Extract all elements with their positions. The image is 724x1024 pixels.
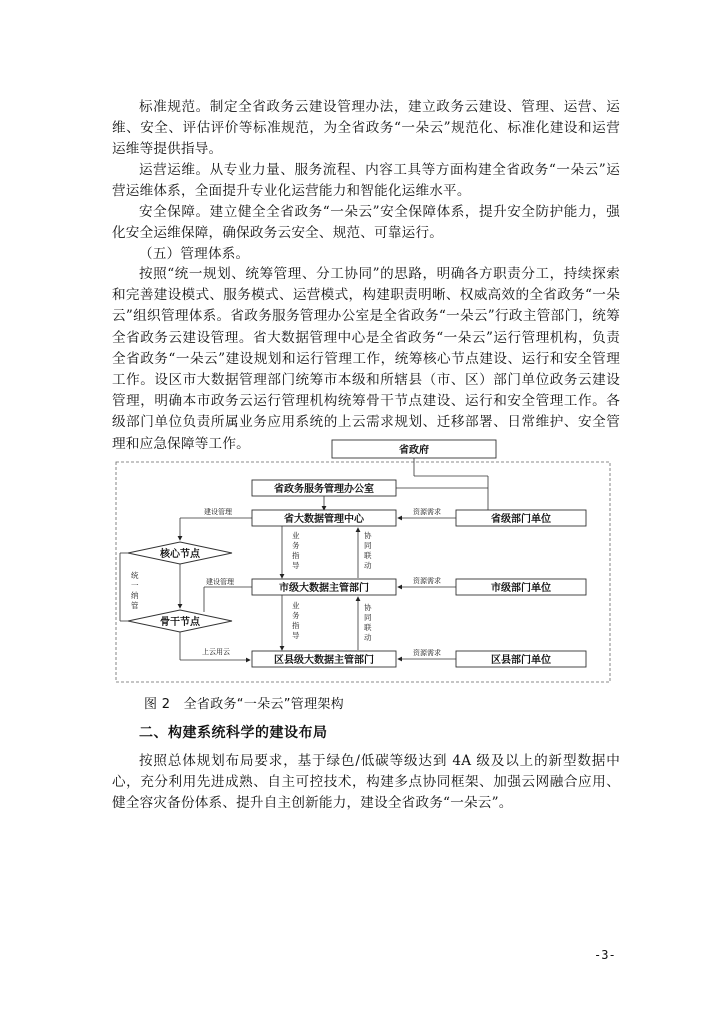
svg-text:区县级大数据主管部门: 区县级大数据主管部门 — [274, 655, 374, 666]
svg-text:区县部门单位: 区县部门单位 — [491, 655, 551, 666]
svg-text:导: 导 — [292, 631, 300, 640]
figure-caption: 图 2 全省政务“一朵云”管理架构 — [144, 697, 344, 712]
label-coordination-2 — [364, 602, 372, 642]
label-resource-demand-3: 资源需求 — [413, 649, 441, 657]
node-provincial-government — [332, 440, 496, 458]
subheading-management: （五）管理体系。 — [139, 246, 250, 262]
label-coordination-1 — [364, 530, 372, 570]
svg-text:同: 同 — [364, 541, 372, 550]
management-architecture-diagram — [114, 438, 614, 684]
svg-text:纳: 纳 — [131, 591, 139, 600]
svg-text:管: 管 — [131, 601, 139, 610]
svg-text:联: 联 — [364, 623, 372, 632]
node-provincial-bigdata-center — [252, 510, 396, 526]
svg-text:一: 一 — [131, 581, 139, 590]
svg-text:市级部门单位: 市级部门单位 — [491, 583, 551, 594]
svg-text:导: 导 — [292, 561, 300, 570]
svg-text:省大数据管理中心: 省大数据管理中心 — [284, 514, 364, 525]
svg-text:统: 统 — [131, 571, 139, 580]
label-resource-demand-1: 资源需求 — [413, 508, 441, 516]
label-build-management-1: 建设管理 — [204, 508, 232, 516]
svg-text:业: 业 — [292, 601, 300, 610]
svg-text:骨干节点: 骨干节点 — [160, 617, 200, 628]
node-city-bigdata — [252, 579, 396, 595]
node-core — [128, 542, 232, 564]
svg-text:动: 动 — [364, 633, 372, 642]
svg-text:务: 务 — [292, 611, 300, 620]
label-business-guidance-2 — [292, 600, 300, 640]
paragraph-management: 按照“统一规划、统筹管理、分工协同”的思路，明确各方职责分工，持续探索和完善建设模式、服务模式、运营模式，构建职责明晰、权威高效的全省政务“一朵云”组织管理体系。省政务服务管理办公室是全省政务“一朵云”行政主管部门，统筹全省政务云建设管理。省大数据管理中心是全省政务“一朵云”运行管理机构，负责全省政务“一朵云”建设规划和运行管理工作，统筹核心节点建设、运行和安全管理工作。设区市大数据管理部门统筹市本级和所辖县（市、区）部门单位政务云建设管理，明确本市政务云运行管理机构统筹骨干节点建设、运行和安全管理工作。各级部门单位负责所属业务应用系统的上云需求规划、迁移部署、日常维护、安全管理和应急保障等工作。 — [112, 266, 620, 452]
svg-text:市级大数据主管部门: 市级大数据主管部门 — [279, 583, 369, 594]
svg-text:协: 协 — [364, 531, 372, 540]
paragraph-security: 安全保障。建立健全全省政务“一朵云”安全保障体系，提升安全防护能力，强化安全运维保障，确保政务云安全、规范、可靠运行。 — [112, 204, 620, 242]
label-build-management-2: 建设管理 — [206, 578, 234, 586]
svg-text:省政府: 省政府 — [399, 445, 429, 456]
svg-text:联: 联 — [364, 551, 372, 560]
svg-text:省政务服务管理办公室: 省政务服务管理办公室 — [274, 484, 374, 495]
svg-text:务: 务 — [292, 541, 300, 550]
svg-text:指: 指 — [292, 621, 300, 630]
paragraph-standards: 标准规范。制定全省政务云建设管理办法，建立政务云建设、管理、运营、运维、安全、评估评价等标准规范，为全省政务“一朵云”规范化、标准化建设和运营运维等提供指导。 — [112, 99, 620, 158]
node-provincial-departments — [456, 510, 586, 526]
svg-text:业: 业 — [292, 531, 300, 540]
node-county-departments — [456, 651, 586, 667]
paragraph-layout: 按照总体规划布局要求，基于绿色/低碳等级达到 4A 级及以上的新型数据中心，充分利用先进成熟、自主可控技术，构建多点协同框架、加强云网融合应用、健全容灾备份体系、提升自主创新能力，建设全省政务“一朵云”。 — [112, 753, 620, 812]
svg-text:同: 同 — [364, 613, 372, 622]
svg-text:指: 指 — [292, 551, 300, 560]
label-cloud-usage: 上云用云 — [202, 648, 230, 656]
label-resource-demand-2: 资源需求 — [413, 577, 441, 585]
label-business-guidance-1 — [292, 530, 300, 570]
svg-text:动: 动 — [364, 561, 372, 570]
node-city-departments — [456, 579, 586, 595]
paragraph-operations: 运营运维。从专业力量、服务流程、内容工具等方面构建全省政务“一朵云”运营运维体系，全面提升专业化运营能力和智能化运维水平。 — [112, 162, 620, 200]
node-county-bigdata — [252, 651, 396, 667]
node-provincial-office — [252, 480, 396, 496]
page-number: -3- — [594, 948, 616, 962]
node-backbone — [128, 610, 232, 632]
svg-text:省级部门单位: 省级部门单位 — [491, 514, 551, 525]
label-unified-management — [131, 570, 139, 610]
section-heading: 二、构建系统科学的建设布局 — [139, 725, 328, 741]
svg-text:协: 协 — [364, 603, 372, 612]
svg-text:核心节点: 核心节点 — [160, 549, 200, 560]
